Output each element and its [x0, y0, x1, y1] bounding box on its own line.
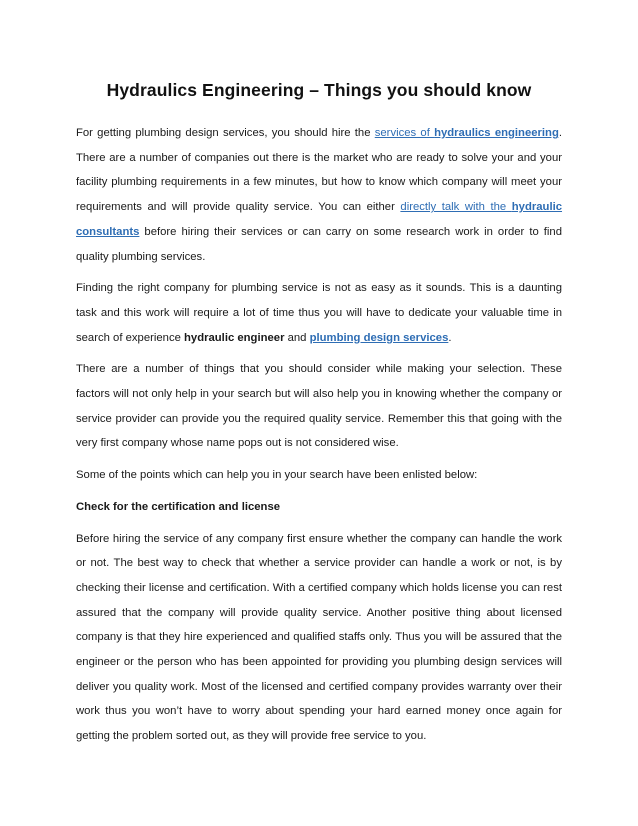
- considerations-paragraph: There are a number of things that you should consider while making your selection. These factors will not only help in your search but will also help you in knowing whether the company or service provider can provide you the required quality service. Remember this that going with the very first company whose name pops out is not considered wise.: [76, 363, 562, 450]
- hydraulics-engineering-link-bold: hydraulics engineering: [434, 127, 559, 139]
- plumbing-design-services-link[interactable]: [309, 331, 452, 344]
- hydraulic-consultants-link-bold: hydraulic consultants: [76, 201, 563, 238]
- page-title: Hydraulics Engineering – Things you should know: [106, 80, 532, 100]
- intro-text-3: before hiring their services or can carry on some research work in order to find quality plumbing services.: [76, 225, 562, 263]
- section-heading: Check for the certification and license: [76, 500, 281, 513]
- intro-paragraph: [76, 121, 562, 269]
- intro-text-1: For getting plumbing design services, you should hire the: [76, 127, 375, 139]
- hydraulic-consultants-link-prefix: directly talk with the: [400, 201, 512, 214]
- hydraulic-engineer-bold: hydraulic engineer: [184, 331, 285, 344]
- finding-text-3: .: [448, 331, 452, 344]
- points-intro-paragraph: Some of the points which can help you in your search have been enlisted below:: [76, 469, 478, 482]
- plumbing-design-services-link-text: plumbing design services: [309, 331, 449, 344]
- certification-paragraph: Before hiring the service of any company first ensure whether the company can handle the work or not. The best way to check that whether a service provider can handle a work or not, is by checking their license and certification. With a certified company which holds license you can rest assured that the company will provide quality service. Another positive thing about licensed company is that they hire experienced and qualified staffs only. Thus you will be assured that the engineer or the person who has been appointed for providing you plumbing design services will deliver you quality work. Most of the licensed and certified company provides warranty over their work thus you won’t have to worry about spending your hard earned money once again for getting the problem sorted out, as they will provide free service to you.: [76, 532, 562, 743]
- finding-text-2: and: [284, 331, 310, 344]
- intro-text-2: . There are a number of companies out there is the market who are ready to solve your and your facility plumbing requirements in a few minutes, but how to know which company will meet your requirements and will provide quality service. You can either: [76, 127, 562, 214]
- hydraulics-engineering-link-prefix: services of: [374, 127, 435, 139]
- hydraulics-engineering-link[interactable]: [375, 127, 559, 139]
- finding-company-paragraph: [76, 276, 562, 350]
- finding-text-1: Finding the right company for plumbing service is not as easy as it sounds. This is a daunting task and this work will require a lot of time thus you will have to dedicate your valuable time in search of experience: [76, 282, 562, 344]
